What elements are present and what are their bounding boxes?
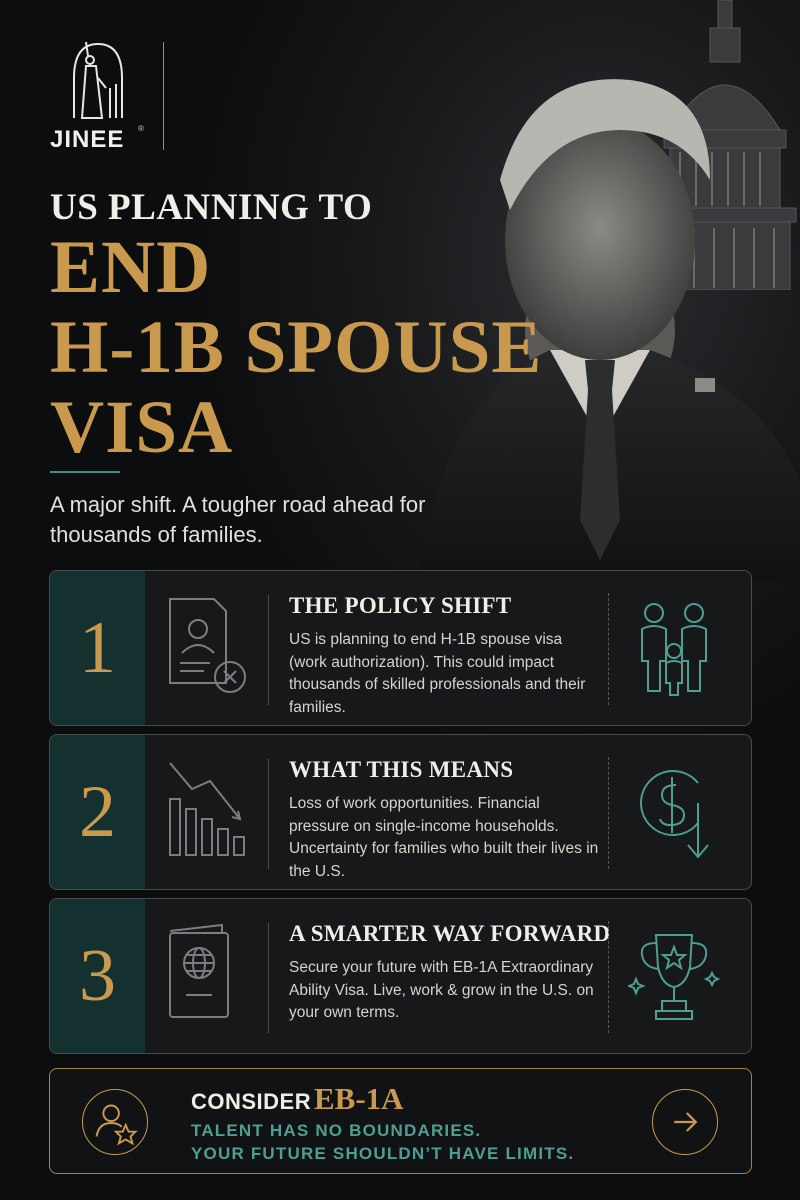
document-person-cancel-icon	[162, 595, 272, 703]
person-star-icon	[82, 1089, 148, 1155]
card-body: Secure your future with EB-1A Extraordinary Ability Visa. Live, work & grow in the U.S. on your own terms.	[289, 959, 594, 1021]
card-dashed-divider	[608, 921, 609, 1033]
accent-divider	[50, 471, 120, 473]
card-separator	[268, 595, 269, 705]
card-title: A SMARTER WAY FORWARD	[289, 921, 611, 946]
registered-mark: ®	[138, 124, 144, 133]
headline-line-1: END	[50, 226, 212, 309]
logo-divider	[163, 42, 164, 150]
brand-logo	[50, 38, 150, 158]
statue-of-liberty-icon	[64, 38, 124, 120]
brand-name: JINEE	[50, 126, 125, 153]
card-number: 1	[50, 571, 145, 725]
card-separator	[268, 759, 269, 869]
cta-tagline-2: YOUR FUTURE SHOULDN’T HAVE LIMITS.	[191, 1144, 575, 1163]
card-title: THE POLICY SHIFT	[289, 593, 512, 618]
card-title: WHAT THIS MEANS	[289, 757, 514, 782]
declining-bar-chart-icon	[162, 759, 272, 867]
hero-subtitle: A major shift. A tougher road ahead for thousands of families.	[50, 492, 426, 547]
family-icon	[628, 599, 720, 699]
card-number: 2	[50, 735, 145, 889]
trophy-icon	[628, 927, 720, 1027]
card-number: 3	[50, 899, 145, 1053]
headline-line-3: VISA	[50, 386, 234, 469]
card-dashed-divider	[608, 757, 609, 869]
card-dashed-divider	[608, 593, 609, 705]
headline-line-2: H-1B SPOUSE	[50, 306, 543, 389]
card-body: Loss of work opportunities. Financial pressure on single-income households. Uncertainty for families who built their lives in the U.S.	[289, 795, 599, 880]
card-body: US is planning to end H-1B spouse visa (work authorization). This could impact thousands of skilled professionals and their families.	[289, 631, 586, 716]
cta-consider: CONSIDER	[191, 1089, 312, 1114]
cta-banner[interactable]	[49, 1068, 752, 1174]
cta-visa: EB-1A	[314, 1081, 404, 1116]
info-card-2	[49, 734, 752, 890]
hero-kicker: US PLANNING TO	[50, 187, 373, 228]
arrow-right-icon[interactable]	[652, 1089, 718, 1155]
info-card-1	[49, 570, 752, 726]
cta-tagline-1: TALENT HAS NO BOUNDARIES.	[191, 1121, 482, 1140]
info-card-3	[49, 898, 752, 1054]
passport-icon	[162, 923, 272, 1031]
card-separator	[268, 923, 269, 1033]
dollar-down-icon	[628, 763, 720, 863]
hero-headline	[50, 228, 542, 468]
